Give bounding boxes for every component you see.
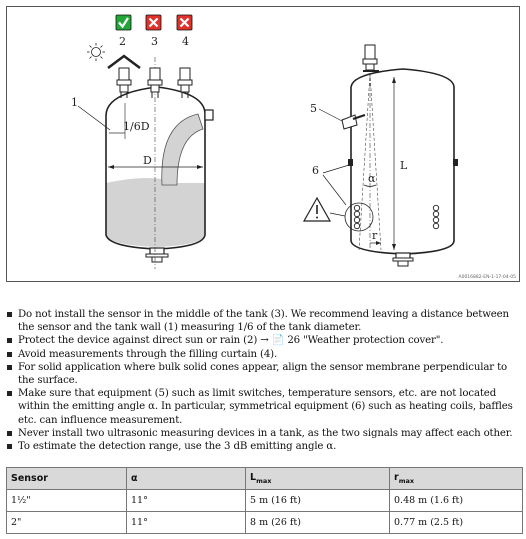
cell-alpha: 11° [127, 512, 246, 534]
list-item-text: To estimate the detection range, use the 3 dB emitting angle α. [18, 441, 337, 453]
list-item [6, 387, 522, 427]
header-rmax-sub: max [398, 476, 415, 485]
table-header-row [7, 468, 523, 490]
check-icon [116, 15, 131, 30]
list-item [6, 334, 522, 347]
label-4: 4 [182, 35, 189, 48]
bullet-icon [7, 352, 12, 357]
table-row [7, 512, 523, 534]
cell-rmax: 0.77 m (2.5 ft) [390, 512, 523, 534]
header-lmax [246, 468, 390, 490]
figure-id: A0016882-EN-1-17-04-05 [458, 275, 516, 280]
cell-lmax: 8 m (26 ft) [246, 512, 390, 534]
list-item-text: Protect the device against direct sun or rain (2) → 📄 26 "Weather protection cover". [18, 335, 444, 347]
bullet-icon [7, 431, 12, 436]
sensor-3 [148, 68, 162, 98]
cell-sensor: 2" [7, 512, 127, 534]
sensor-range-table [6, 467, 523, 534]
bullet-icon [7, 365, 12, 370]
installation-figure [6, 6, 520, 282]
cross-icon [146, 15, 161, 30]
header-rmax [390, 468, 523, 490]
sun-icon [87, 43, 105, 61]
list-item [6, 427, 522, 440]
list-item [6, 361, 522, 387]
header-lmax-sub: max [256, 476, 272, 485]
header-rmax-base: r [394, 472, 399, 484]
header-alpha: α [127, 468, 246, 490]
table-row [7, 490, 523, 512]
list-item-text: Do not install the sensor in the middle of the tank (3). We recommend leaving a distance between the sensor and the tank wall (1) measuring 1/6 of the tank diameter. [18, 309, 509, 334]
list-item-text: Make sure that equipment (5) such as limit switches, temperature sensors, etc. are not located within the emitting angle α. In particular, symmetrical equipment (6) such as heating coils, baffles etc. can influence measurement. [18, 388, 513, 426]
label-1: 1 [71, 96, 78, 109]
label-l: L [400, 159, 408, 172]
cell-rmax: 0.48 m (1.6 ft) [390, 490, 523, 512]
label-one-sixth-d: 1/6D [123, 120, 150, 133]
label-alpha: α [368, 172, 376, 185]
list-item-text: Never install two ultrasonic measuring devices in a tank, as the two signals may affect each other. [18, 427, 513, 439]
bullet-icon [7, 312, 12, 317]
bullet-icon [7, 444, 12, 449]
list-item [6, 348, 522, 361]
label-3: 3 [151, 35, 158, 48]
bullet-icon [7, 338, 12, 343]
list-item-text: Avoid measurements through the filling curtain (4). [18, 348, 278, 360]
cross-icon [177, 15, 192, 30]
list-item-text: For solid application where bulk solid cones appear, align the sensor membrane perpendicular to the surface. [18, 361, 508, 387]
list-item [6, 440, 522, 453]
cell-sensor: 1½" [7, 490, 127, 512]
heating-coils [345, 203, 439, 231]
label-d: D [143, 154, 152, 167]
label-2: 2 [119, 35, 126, 48]
installation-diagram [7, 7, 520, 282]
label-6: 6 [312, 164, 319, 177]
bullet-icon [7, 391, 12, 396]
equipment-5 [342, 115, 365, 129]
warning-icon [304, 198, 330, 221]
left-tank [106, 87, 213, 262]
label-r: r [372, 229, 378, 242]
installation-instructions [6, 308, 522, 453]
beam-cone [359, 73, 381, 250]
cell-lmax: 5 m (16 ft) [246, 490, 390, 512]
sensor-right [363, 45, 379, 71]
label-5: 5 [310, 102, 317, 115]
cell-alpha: 11° [127, 490, 246, 512]
header-lmax-base: L [250, 472, 257, 484]
list-item [6, 308, 522, 334]
header-sensor: Sensor [7, 468, 127, 490]
